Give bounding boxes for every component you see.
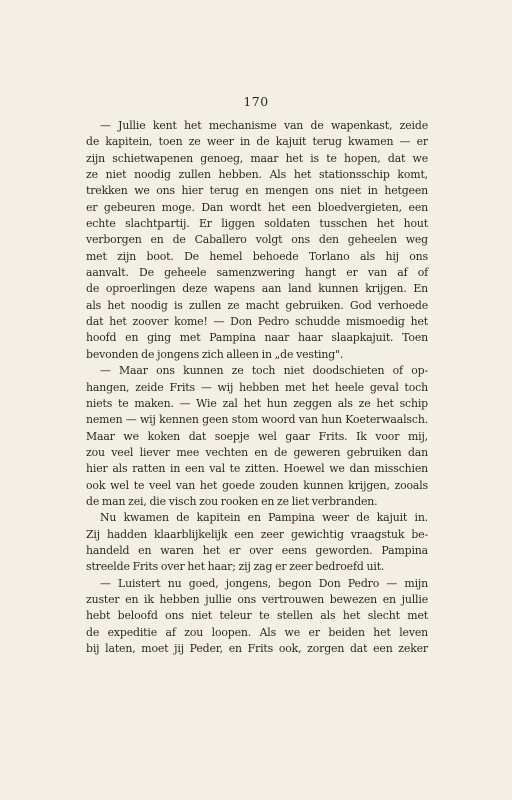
text-line: er gebeuren moge. Dan wordt het een bloedvergieten, een — [86, 200, 428, 214]
text-line: hier als ratten in een val te zitten. Hoewel we dan misschien — [86, 462, 428, 476]
text-line: hangen, zeide Frits — wij hebben met het heele geval toch — [86, 380, 428, 394]
text-line: zijn schietwapenen genoeg, maar het is te hopen, dat we — [86, 151, 428, 165]
text-line: Nu kwamen de kapitein en Pampina weer de kajuit in. — [100, 511, 428, 525]
text-line: Zij hadden klaarblijkelijk een zeer gewichtig vraagstuk be- — [86, 527, 428, 541]
text-line: met zijn boot. De hemel behoede Torlano als hij ons — [86, 249, 428, 263]
text-line: hoofd en ging met Pampina naar haar slaapkajuit. Toen — [86, 331, 428, 345]
text-line: aanvalt. De geheele samenzwering hangt er van af of — [86, 266, 428, 280]
text-line: Maar we koken dat soepje wel gaar Frits. Ik voor mij, — [86, 429, 428, 443]
text-line: de man zei, die visch zou rooken en ze liet verbranden. — [86, 494, 378, 508]
text-line: dat het zoover kome! — Don Pedro schudde mismoedig het — [86, 315, 428, 329]
text-line: bij laten, moet jij Peder, en Frits ook, zorgen dat een zeker — [86, 642, 428, 655]
text-line: hebt beloofd ons niet teleur te stellen als het slecht met — [86, 609, 428, 623]
text-line: — Luistert nu goed, jongens, begon Don Pedro — mijn — [100, 576, 428, 590]
text-line: streelde Frits over het haar; zij zag er zeer bedroefd uit. — [86, 560, 385, 574]
text-line: bevonden de jongens zich alleen in „de vesting". — [86, 347, 344, 361]
text-line: — Maar ons kunnen ze toch niet doodschieten of op- — [100, 364, 428, 378]
text-line: nemen — wij kennen geen stom woord van hun Koeterwaalsch. — [86, 413, 428, 427]
text-line: ook wel te veel van het goede zouden kunnen krijgen, zooals — [86, 478, 428, 492]
text-line: de expeditie af zou loopen. Als we er beiden het leven — [86, 625, 428, 639]
page-number: 170 — [243, 94, 269, 109]
text-line: echte slachtpartij. Er liggen soldaten tusschen het hout — [86, 217, 428, 231]
text-line: de kapitein, toen ze weer in de kajuit terug kwamen — er — [86, 135, 428, 149]
text-line: ze niet noodig zullen hebben. Als het stationsschip komt, — [86, 168, 428, 182]
body-text — [86, 118, 428, 657]
text-line: niets te maken. — Wie zal het hun zeggen als ze het schip — [86, 396, 428, 410]
text-line: zou veel liever mee vechten en de geweren gebruiken dan — [86, 445, 428, 459]
text-line: handeld en waren het er over eens geworden. Pampina — [86, 543, 428, 557]
text-line: als het noodig is zullen ze macht gebruiken. God verhoede — [86, 298, 428, 312]
text-line: — Jullie kent het mechanisme van de wapenkast, zeide — [100, 119, 428, 132]
text-line: trekken we ons hier terug en mengen ons niet in hetgeen — [86, 184, 428, 198]
text-line: de oproerlingen deze wapens aan land kunnen krijgen. En — [86, 282, 428, 296]
text-line: verborgen en de Caballero volgt ons den geheelen weg — [86, 233, 428, 247]
text-line: zuster en ik hebben jullie ons vertrouwen bewezen en jullie — [86, 592, 428, 606]
